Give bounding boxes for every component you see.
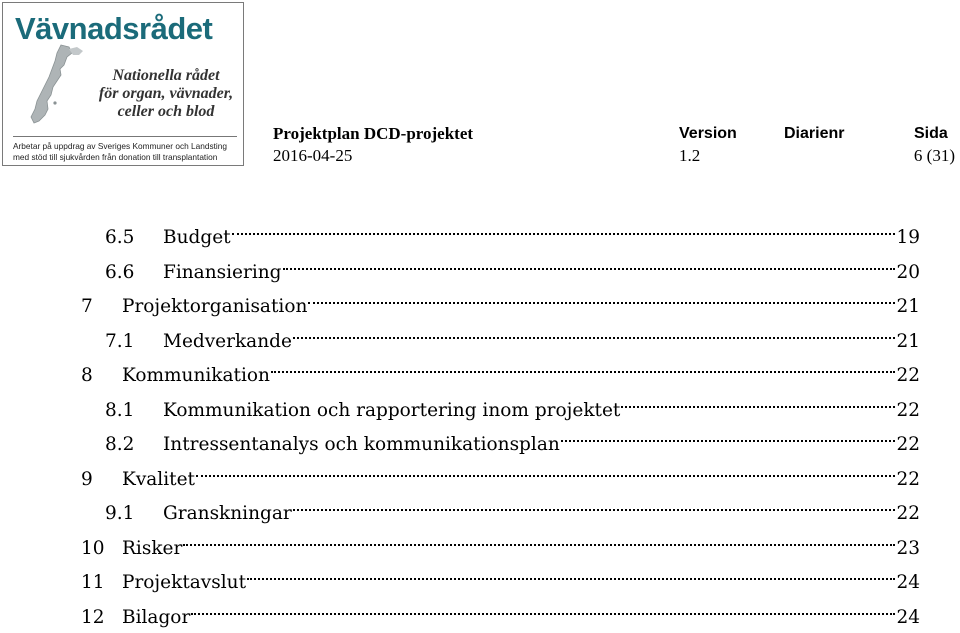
toc-entry[interactable] [105, 317, 920, 352]
toc-dot-leader [232, 213, 896, 243]
toc-entry-page: 23 [896, 537, 920, 559]
toc-entry-number: 8.2 [105, 434, 135, 455]
toc-entry-number: 6.5 [105, 227, 135, 248]
version-label: Version [679, 125, 737, 142]
toc-entry-number: 8.1 [105, 399, 135, 421]
toc-entry-page: 22 [896, 468, 920, 490]
logo-footer [13, 141, 239, 162]
toc-entry-page: 19 [896, 227, 920, 248]
version-value: 1.2 [679, 146, 701, 165]
toc-entry-label: Kommunikation [122, 365, 270, 386]
document-title: Projektplan DCD-projektet [273, 124, 474, 143]
toc-entry-page: 22 [896, 503, 920, 524]
toc-entry-number: 11 [81, 572, 105, 593]
logo-subtitle-line: för organ, vävnader, [98, 85, 234, 102]
diarienr-label: Diarienr [784, 125, 845, 142]
toc-entry-label: Kvalitet [122, 468, 195, 490]
organization-logo [2, 2, 244, 166]
toc-entry-label: Projektavslut [122, 572, 246, 593]
toc-entry-label: Kommunikation och rapportering inom projektet [163, 399, 621, 421]
toc-entry-number: 12 [81, 606, 105, 628]
toc-entry-label: Granskningar [163, 503, 292, 524]
toc-entry-label: Medverkande [163, 330, 292, 352]
toc-dot-leader [293, 317, 896, 347]
toc-dot-leader [183, 524, 895, 554]
toc-entry-label: Finansiering [163, 261, 282, 283]
toc-dot-leader [271, 351, 896, 381]
document-date: 2016-04-25 [273, 146, 353, 165]
sweden-map-icon [17, 43, 97, 127]
toc-entry-number: 6.6 [105, 261, 135, 283]
toc-entry-page: 22 [896, 399, 920, 421]
toc-entry-number: 9 [81, 468, 93, 490]
toc-entry-page: 20 [896, 261, 920, 283]
toc-dot-leader [308, 282, 895, 312]
toc-entry[interactable] [105, 213, 920, 248]
logo-subtitle [91, 67, 241, 121]
toc-entry[interactable] [81, 593, 920, 628]
page-label: Sida [914, 125, 948, 142]
logo-divider [13, 136, 237, 137]
toc-entry[interactable] [81, 351, 920, 386]
toc-dot-leader [196, 455, 896, 485]
toc-entry-page: 22 [896, 365, 920, 386]
toc-entry-number: 7.1 [105, 330, 135, 352]
toc-entry-page: 24 [896, 572, 920, 593]
toc-entry[interactable] [81, 524, 920, 559]
toc-entry-page: 22 [896, 434, 920, 455]
toc-entry-number: 7 [81, 296, 93, 317]
toc-entry[interactable] [81, 282, 920, 317]
toc-entry-page: 21 [896, 296, 920, 317]
toc-dot-leader [621, 386, 895, 416]
toc-dot-leader [191, 593, 895, 623]
toc-dot-leader [293, 489, 896, 519]
toc-entry[interactable] [105, 248, 920, 283]
toc-entry-page: 24 [896, 606, 920, 628]
toc-dot-leader [283, 248, 896, 278]
toc-entry-number: 10 [81, 537, 105, 559]
toc-entry-label: Intressentanalys och kommunikationsplan [163, 434, 560, 455]
toc-entry[interactable] [105, 489, 920, 524]
toc-entry-label: Bilagor [122, 606, 191, 628]
toc-entry[interactable] [105, 420, 920, 455]
toc-dot-leader [247, 558, 895, 588]
toc-entry-label: Projektorganisation [122, 296, 308, 317]
toc-dot-leader [561, 420, 896, 450]
toc-entry-page: 21 [896, 330, 920, 352]
logo-footer-line: Arbetar på uppdrag av Sveriges Kommuner och Landsting [13, 141, 228, 151]
toc-entry-number: 9.1 [105, 503, 135, 524]
toc-entry[interactable] [81, 455, 920, 490]
logo-subtitle-line: celler och blod [117, 103, 215, 120]
logo-title: Vävnadsrådet [15, 11, 213, 46]
logo-subtitle-line: Nationella rådet [112, 67, 220, 84]
toc-entry-label: Budget [163, 227, 231, 248]
toc-entry-number: 8 [81, 365, 93, 386]
toc-entry-label: Risker [122, 537, 183, 559]
page-number: 6 (31) [913, 146, 955, 165]
toc-entry[interactable] [81, 558, 920, 593]
logo-footer-line: med stöd till sjukvården från donation till transplantation [13, 151, 218, 162]
toc-entry[interactable] [105, 386, 920, 421]
